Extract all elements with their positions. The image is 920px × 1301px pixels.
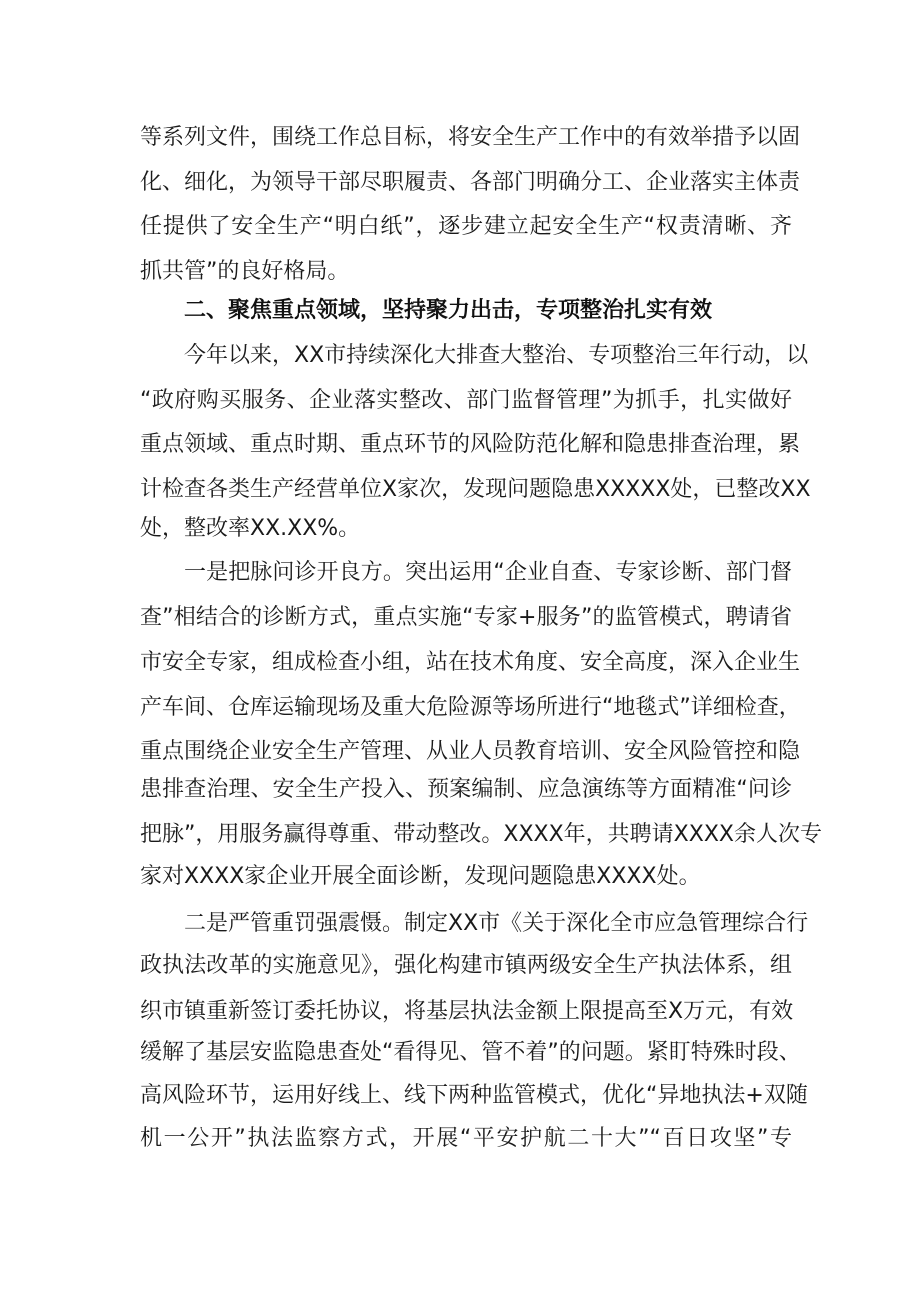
text-line: 织市镇重新签订委托协议，将基层执法金额上限提高至X万元，有效 — [140, 999, 794, 1024]
text-line: 一是把脉问诊开良方。突出运用“企业自查、专家诊断、部门督 — [184, 560, 792, 585]
text-line: 抓共管”的良好格局。 — [140, 259, 350, 284]
text-line: 机一公开”执法监察方式，开展“平安护航二十大”“百日攻坚”专 — [140, 1126, 792, 1151]
text-line: 政执法改革的实施意见》，强化构建市镇两级安全生产执法体系，组 — [140, 953, 792, 978]
text-line: 把脉”，用服务赢得尊重、带动整改。XXXX年，共聘请XXXX余人次专 — [140, 822, 822, 847]
text-line: 家对XXXX家企业开展全面诊断，发现问题隐患XXXX处。 — [140, 864, 701, 889]
text-line: 高风险环节，运用好线上、线下两种监管模式，优化“异地执法+双随 — [140, 1083, 808, 1108]
text-line: 查”相结合的诊断方式，重点实施“专家+服务”的监管模式，聘请省 — [140, 605, 792, 630]
text-line: 市安全专家，组成检查小组，站在技术角度、安全高度，深入企业生 — [140, 650, 801, 675]
text-line: 今年以来，XX市持续深化大排查大整治、专项整治三年行动，以 — [184, 343, 809, 368]
text-line: 重点领域、重点时期、重点环节的风险防范化解和隐患排查治理，累 — [140, 432, 801, 457]
text-line: 重点围绕企业安全生产管理、从业人员教育培训、安全风险管控和隐 — [140, 739, 801, 764]
text-line: 患排查治理、安全生产投入、预案编制、应急演练等方面精准“问诊 — [140, 777, 792, 802]
text-line: 缓解了基层安监隐患查处“看得见、管不着”的问题。紧盯特殊时段、 — [140, 1040, 801, 1065]
section-heading: 二、聚焦重点领域，坚持聚力出击，专项整治扎实有效 — [184, 298, 713, 323]
text-line: 化、细化，为领导干部尽职履责、各部门明确分工、企业落实主体责 — [140, 170, 801, 195]
text-line: 产车间、仓库运输现场及重大危险源等场所进行“地毯式”详细检查， — [140, 695, 801, 720]
text-line: 处，整改率XX.XX%。 — [140, 516, 361, 541]
text-line: 等系列文件，围绕工作总目标，将安全生产工作中的有效举措予以固 — [140, 125, 801, 150]
text-line: 二是严管重罚强震慑。制定XX市《关于深化全市应急管理综合行 — [184, 911, 809, 936]
text-line: “政府购买服务、企业落实整改、部门监督管理”为抓手，扎实做好 — [140, 388, 792, 413]
text-line: 计检查各类生产经营单位X家次，发现问题隐患XXXXX处，已整改XX — [140, 477, 811, 502]
text-line: 任提供了安全生产“明白纸”，逐步建立起安全生产“权责清晰、齐 — [140, 214, 792, 239]
